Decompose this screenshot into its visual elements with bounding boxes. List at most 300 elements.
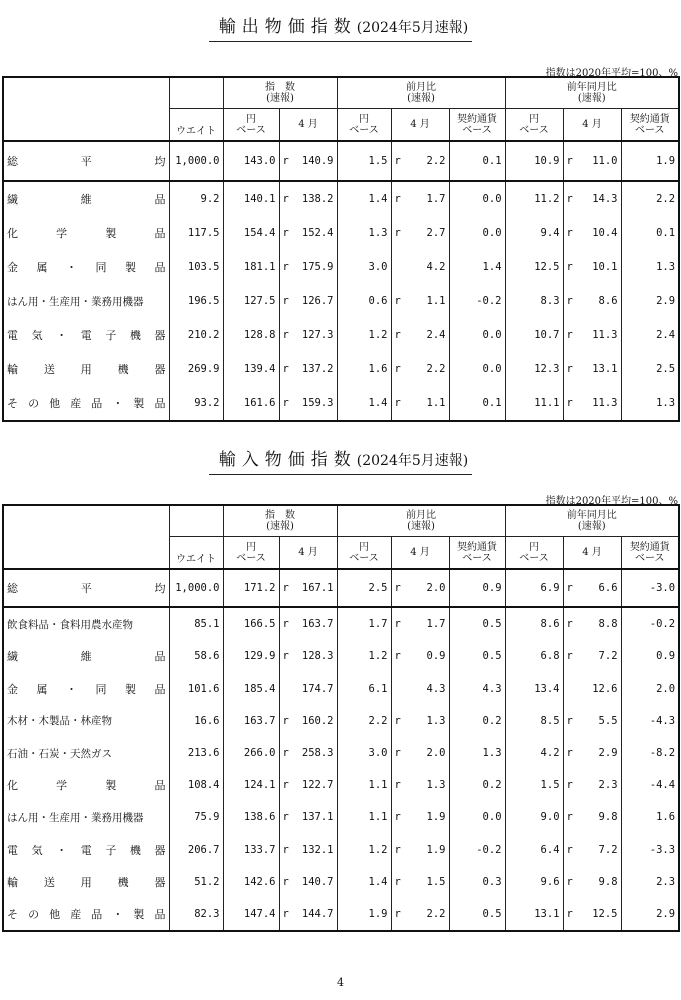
- header-april: 4 月: [298, 119, 318, 130]
- mom-contract-cell: [449, 181, 505, 216]
- value: 11.1: [534, 397, 560, 409]
- value: 163.7: [243, 714, 276, 727]
- index-yen-cell: [223, 250, 279, 284]
- value: 2.9: [656, 295, 676, 307]
- yoy-april-cell: [563, 250, 621, 284]
- index-yen-cell: [223, 569, 279, 607]
- value: 152.4: [301, 227, 334, 239]
- value: 1.6: [368, 363, 388, 375]
- index-yen-cell: [223, 801, 279, 833]
- header-yen-sub: ベース: [519, 552, 549, 564]
- yoy-april-cell: [563, 640, 621, 672]
- weight-cell: [169, 386, 223, 421]
- value: 154.4: [243, 227, 276, 239]
- yoy-contract-cell: [621, 141, 679, 181]
- revision-mark: r: [394, 650, 401, 663]
- yoy-april-cell: [563, 607, 621, 640]
- revision-mark: r: [394, 329, 401, 341]
- mom-contract-cell: [449, 705, 505, 737]
- index-april-cell: [279, 352, 337, 386]
- header-april: 4 月: [298, 547, 318, 558]
- header-contract: [621, 537, 679, 570]
- index-april-cell: [279, 801, 337, 833]
- value: 140.1: [243, 193, 276, 205]
- revision-mark: r: [566, 295, 573, 307]
- row-label: 化 学 製 品: [7, 779, 166, 793]
- value: 4.3: [426, 682, 446, 695]
- revision-mark: r: [566, 618, 573, 631]
- yoy-april-cell: [563, 898, 621, 931]
- revision-mark: r: [282, 747, 289, 760]
- header-contract: 契約通貨: [457, 113, 497, 125]
- header-apr: [279, 109, 337, 142]
- yoy-contract-cell: [621, 250, 679, 284]
- mom-contract-cell: [449, 569, 505, 607]
- value: 0.0: [482, 329, 502, 341]
- header-mom-sub: (速報): [407, 521, 435, 532]
- index-april-cell: [279, 737, 337, 769]
- value: 1.3: [656, 397, 676, 409]
- mom-contract-cell: [449, 640, 505, 672]
- table-row: [3, 284, 679, 318]
- index-yen-cell: [223, 607, 279, 640]
- value: 2.2: [426, 907, 446, 920]
- index-yen-cell: [223, 705, 279, 737]
- index-yen-cell: [223, 318, 279, 352]
- revision-mark: r: [394, 747, 401, 760]
- value: 139.4: [243, 363, 276, 375]
- weight-value: 75.9: [194, 811, 220, 824]
- value: 11.3: [592, 329, 618, 341]
- mom-yen-cell: [337, 141, 391, 181]
- value: 2.4: [426, 329, 446, 341]
- revision-mark: r: [394, 295, 401, 307]
- value: 6.6: [598, 582, 618, 595]
- value: 127.5: [243, 295, 276, 307]
- revision-mark: r: [394, 582, 401, 595]
- revision-mark: r: [282, 363, 289, 375]
- value: 10.1: [592, 261, 618, 273]
- mom-april-cell: [391, 216, 449, 250]
- mom-yen-cell: [337, 607, 391, 640]
- value: 1.1: [368, 811, 388, 824]
- header-april: 4 月: [582, 547, 602, 558]
- revision-mark: r: [566, 363, 573, 375]
- index-yen-cell: [223, 866, 279, 898]
- yoy-contract-cell: [621, 352, 679, 386]
- value: 2.0: [426, 747, 446, 760]
- yoy-contract-cell: [621, 769, 679, 801]
- yoy-contract-cell: [621, 569, 679, 607]
- mom-yen-cell: [337, 640, 391, 672]
- value: 142.6: [243, 875, 276, 888]
- yoy-yen-cell: [505, 801, 563, 833]
- value: 0.9: [656, 650, 676, 663]
- yoy-yen-cell: [505, 705, 563, 737]
- index-april-cell: [279, 898, 337, 931]
- value: 140.7: [301, 875, 334, 888]
- mom-yen-cell: [337, 866, 391, 898]
- value: 13.1: [592, 363, 618, 375]
- header-yen: [337, 537, 391, 570]
- revision-mark: r: [566, 843, 573, 856]
- table-row: [3, 866, 679, 898]
- value: 1.7: [426, 193, 446, 205]
- index-yen-cell: [223, 352, 279, 386]
- value: 1.4: [368, 397, 388, 409]
- import-title-block: [0, 445, 681, 475]
- value: 1.9: [426, 843, 446, 856]
- mom-april-cell: [391, 352, 449, 386]
- export-title-block: [0, 12, 681, 42]
- header-yoy-sub: (速報): [577, 521, 606, 532]
- weight-cell: [169, 801, 223, 833]
- weight-value: 51.2: [194, 875, 220, 888]
- header-mom: [337, 77, 505, 109]
- yoy-contract-cell: [621, 866, 679, 898]
- value: 1.5: [540, 779, 560, 792]
- value: 1.7: [426, 618, 446, 631]
- table-row: [3, 769, 679, 801]
- weight-cell: [169, 216, 223, 250]
- row-name-cell: [3, 607, 169, 640]
- row-label: そ の 他 産 品 ・ 製 品: [7, 397, 166, 410]
- header-yen: 円: [529, 113, 540, 125]
- value: 13.4: [534, 682, 560, 695]
- header-index: [223, 505, 337, 537]
- header-yen-sub: ベース: [236, 124, 266, 136]
- row-name-cell: [3, 216, 169, 250]
- index-april-cell: [279, 181, 337, 216]
- mom-april-cell: [391, 640, 449, 672]
- header-contract: 契約通貨: [629, 541, 670, 553]
- yoy-april-cell: [563, 834, 621, 866]
- index-april-cell: [279, 866, 337, 898]
- yoy-april-cell: [563, 866, 621, 898]
- weight-cell: [169, 866, 223, 898]
- value: 1.4: [482, 261, 502, 273]
- header-yen: 円: [359, 113, 369, 125]
- revision-mark: r: [282, 843, 289, 856]
- table-row: [3, 640, 679, 672]
- mom-april-cell: [391, 866, 449, 898]
- value: 1.6: [656, 811, 676, 824]
- revision-mark: r: [566, 329, 573, 341]
- mom-april-cell: [391, 318, 449, 352]
- header-contract: [449, 537, 505, 570]
- yoy-yen-cell: [505, 216, 563, 250]
- value: 167.1: [301, 582, 334, 595]
- yoy-april-cell: [563, 141, 621, 181]
- index-yen-cell: [223, 141, 279, 181]
- value: -4.4: [649, 779, 676, 792]
- weight-cell: [169, 673, 223, 705]
- header-yen-sub: ベース: [519, 124, 549, 136]
- value: -0.2: [649, 618, 676, 631]
- value: 160.2: [301, 714, 334, 727]
- value: 163.7: [301, 618, 334, 631]
- revision-mark: r: [394, 363, 401, 375]
- revision-mark: r: [394, 875, 401, 888]
- mom-april-cell: [391, 801, 449, 833]
- mom-yen-cell: [337, 386, 391, 421]
- revision-mark: r: [566, 811, 573, 824]
- value: 185.4: [243, 682, 276, 695]
- weight-value: 58.6: [194, 650, 220, 663]
- yoy-yen-cell: [505, 898, 563, 931]
- weight-value: 1,000.0: [175, 582, 220, 595]
- index-april-cell: [279, 769, 337, 801]
- yoy-yen-cell: [505, 250, 563, 284]
- yoy-yen-cell: [505, 569, 563, 607]
- value: 4.3: [482, 682, 502, 695]
- yoy-yen-cell: [505, 737, 563, 769]
- table-row: [3, 673, 679, 705]
- value: 0.1: [482, 397, 502, 409]
- value: 8.3: [540, 295, 560, 307]
- value: 6.9: [540, 582, 560, 595]
- value: 1.4: [368, 193, 388, 205]
- index-yen-cell: [223, 737, 279, 769]
- yoy-contract-cell: [621, 284, 679, 318]
- value: 1.9: [368, 907, 388, 920]
- revision-mark: r: [394, 155, 401, 167]
- revision-mark: r: [282, 227, 289, 239]
- value: 1.5: [368, 155, 388, 167]
- export-price-index-table: [2, 76, 680, 422]
- index-yen-cell: [223, 673, 279, 705]
- value: 3.0: [368, 261, 388, 273]
- header-contract: 契約通貨: [629, 113, 670, 125]
- value: -4.3: [649, 714, 676, 727]
- value: 10.9: [534, 155, 560, 167]
- header-blank: [3, 505, 169, 537]
- mom-april-cell: [391, 673, 449, 705]
- header-blank: [3, 77, 169, 109]
- header-yoy: [505, 77, 679, 109]
- value: 6.8: [540, 650, 560, 663]
- value: 159.3: [301, 397, 334, 409]
- yoy-yen-cell: [505, 141, 563, 181]
- row-label: 総 平 均: [7, 582, 166, 596]
- header-apr: [563, 537, 621, 570]
- yoy-yen-cell: [505, 640, 563, 672]
- value: -3.0: [649, 582, 676, 595]
- row-name-cell: [3, 318, 169, 352]
- row-label: 繊 維 品: [7, 650, 166, 664]
- mom-contract-cell: [449, 834, 505, 866]
- value: 1.1: [368, 779, 388, 792]
- index-yen-cell: [223, 834, 279, 866]
- row-name-cell: [3, 181, 169, 216]
- header-weight-label: ウエイト: [176, 126, 216, 137]
- mom-yen-cell: [337, 318, 391, 352]
- index-april-cell: [279, 284, 337, 318]
- revision-mark: r: [566, 261, 573, 273]
- yoy-yen-cell: [505, 866, 563, 898]
- mom-yen-cell: [337, 181, 391, 216]
- row-label: 電 気 ・ 電 子 機 器: [7, 843, 166, 857]
- weight-cell: [169, 769, 223, 801]
- weight-value: 93.2: [194, 397, 220, 409]
- header-contract: [449, 109, 505, 142]
- value: 161.6: [243, 397, 276, 409]
- value: 8.6: [540, 618, 560, 631]
- row-name-cell: [3, 801, 169, 833]
- yoy-april-cell: [563, 705, 621, 737]
- yoy-contract-cell: [621, 898, 679, 931]
- yoy-yen-cell: [505, 352, 563, 386]
- header-contract: [621, 109, 679, 142]
- revision-mark: r: [566, 747, 573, 760]
- weight-value: 9.2: [200, 193, 220, 205]
- table-row: [3, 898, 679, 931]
- value: 0.0: [482, 193, 502, 205]
- value: 0.0: [482, 227, 502, 239]
- revision-mark: r: [282, 329, 289, 341]
- header-apr: [391, 109, 449, 142]
- value: 6.4: [540, 843, 560, 856]
- header-yen: 円: [246, 541, 256, 553]
- table-row: [3, 386, 679, 421]
- value: 12.5: [534, 261, 560, 273]
- header-contract-sub: ベース: [462, 552, 492, 564]
- header-apr: [563, 109, 621, 142]
- row-name-cell: [3, 386, 169, 421]
- header-yen-sub: ベース: [349, 552, 379, 564]
- value: 13.1: [534, 907, 560, 920]
- revision-mark: r: [566, 907, 573, 920]
- row-label: そ の 他 産 品 ・ 製 品: [7, 907, 166, 921]
- value: 175.9: [301, 261, 334, 273]
- mom-april-cell: [391, 834, 449, 866]
- weight-value: 196.5: [187, 295, 220, 307]
- mom-april-cell: [391, 705, 449, 737]
- weight-cell: [169, 607, 223, 640]
- value: 1.1: [426, 295, 446, 307]
- value: 137.1: [301, 811, 334, 824]
- index-april-cell: [279, 216, 337, 250]
- yoy-yen-cell: [505, 834, 563, 866]
- value: 4.2: [540, 747, 560, 760]
- mom-yen-cell: [337, 216, 391, 250]
- value: 2.3: [656, 875, 676, 888]
- value: 4.2: [426, 261, 446, 273]
- value: 14.3: [592, 193, 618, 205]
- mom-contract-cell: [449, 673, 505, 705]
- value: 7.2: [598, 650, 618, 663]
- header-index-label: 指 数: [265, 510, 295, 521]
- header-april: 4 月: [582, 119, 602, 130]
- yoy-april-cell: [563, 284, 621, 318]
- mom-april-cell: [391, 284, 449, 318]
- row-name-cell: [3, 705, 169, 737]
- row-label: 金 属 ・ 同 製 品: [7, 682, 166, 696]
- revision-mark: r: [566, 875, 573, 888]
- index-april-cell: [279, 250, 337, 284]
- mom-yen-cell: [337, 569, 391, 607]
- value: 0.0: [482, 363, 502, 375]
- weight-cell: [169, 705, 223, 737]
- header-contract-sub: ベース: [462, 124, 492, 136]
- header-yen: 円: [246, 113, 256, 125]
- mom-yen-cell: [337, 673, 391, 705]
- mom-contract-cell: [449, 141, 505, 181]
- table-row: [3, 352, 679, 386]
- revision-mark: r: [282, 261, 289, 273]
- mom-contract-cell: [449, 898, 505, 931]
- header-index-sub: (速報): [266, 521, 294, 532]
- revision-mark: r: [394, 811, 401, 824]
- revision-mark: r: [282, 875, 289, 888]
- value: 2.5: [656, 363, 676, 375]
- weight-value: 85.1: [194, 618, 220, 631]
- index-yen-cell: [223, 181, 279, 216]
- value: 1.2: [368, 329, 388, 341]
- yoy-contract-cell: [621, 705, 679, 737]
- value: 122.7: [301, 779, 334, 792]
- yoy-yen-cell: [505, 769, 563, 801]
- yoy-yen-cell: [505, 673, 563, 705]
- yoy-contract-cell: [621, 801, 679, 833]
- revision-mark: r: [282, 582, 289, 595]
- value: 1.3: [426, 779, 446, 792]
- revision-mark: r: [566, 779, 573, 792]
- mom-contract-cell: [449, 801, 505, 833]
- export-title: 輸出物価指数(2024年5月速報): [209, 12, 472, 42]
- value: 1.4: [368, 875, 388, 888]
- row-label: 石油・石炭・天然ガス: [7, 747, 112, 760]
- row-label: 金 属 ・ 同 製 品: [7, 261, 166, 274]
- yoy-april-cell: [563, 673, 621, 705]
- mom-april-cell: [391, 386, 449, 421]
- header-mom-sub: (速報): [407, 93, 435, 104]
- mom-contract-cell: [449, 607, 505, 640]
- header-weight: [169, 537, 223, 570]
- value: 140.9: [301, 155, 334, 167]
- value: 174.7: [301, 682, 334, 695]
- table-row: [3, 737, 679, 769]
- value: 12.6: [592, 682, 618, 695]
- header-yoy-label: 前年同月比: [566, 82, 617, 93]
- value: 144.7: [301, 907, 334, 920]
- header-mom-label: 前月比: [406, 82, 436, 93]
- yoy-contract-cell: [621, 673, 679, 705]
- weight-cell: [169, 569, 223, 607]
- yoy-april-cell: [563, 386, 621, 421]
- mom-contract-cell: [449, 737, 505, 769]
- revision-mark: r: [282, 714, 289, 727]
- mom-april-cell: [391, 737, 449, 769]
- weight-value: 269.9: [187, 363, 220, 375]
- row-label: 輸 送 用 機 器: [7, 875, 166, 889]
- weight-value: 16.6: [194, 714, 220, 727]
- yoy-april-cell: [563, 569, 621, 607]
- header-blank: [3, 109, 169, 142]
- value: -0.2: [476, 295, 502, 307]
- index-yen-cell: [223, 898, 279, 931]
- row-name-cell: [3, 769, 169, 801]
- yoy-contract-cell: [621, 216, 679, 250]
- value: 143.0: [243, 155, 276, 167]
- header-yoy-label: 前年同月比: [566, 510, 617, 521]
- header-contract-sub: ベース: [635, 552, 665, 564]
- value: 129.9: [243, 650, 276, 663]
- value: 8.8: [598, 618, 618, 631]
- header-contract: 契約通貨: [457, 541, 497, 553]
- value: 0.5: [482, 650, 502, 663]
- import-title: 輸入物価指数(2024年5月速報): [209, 445, 472, 475]
